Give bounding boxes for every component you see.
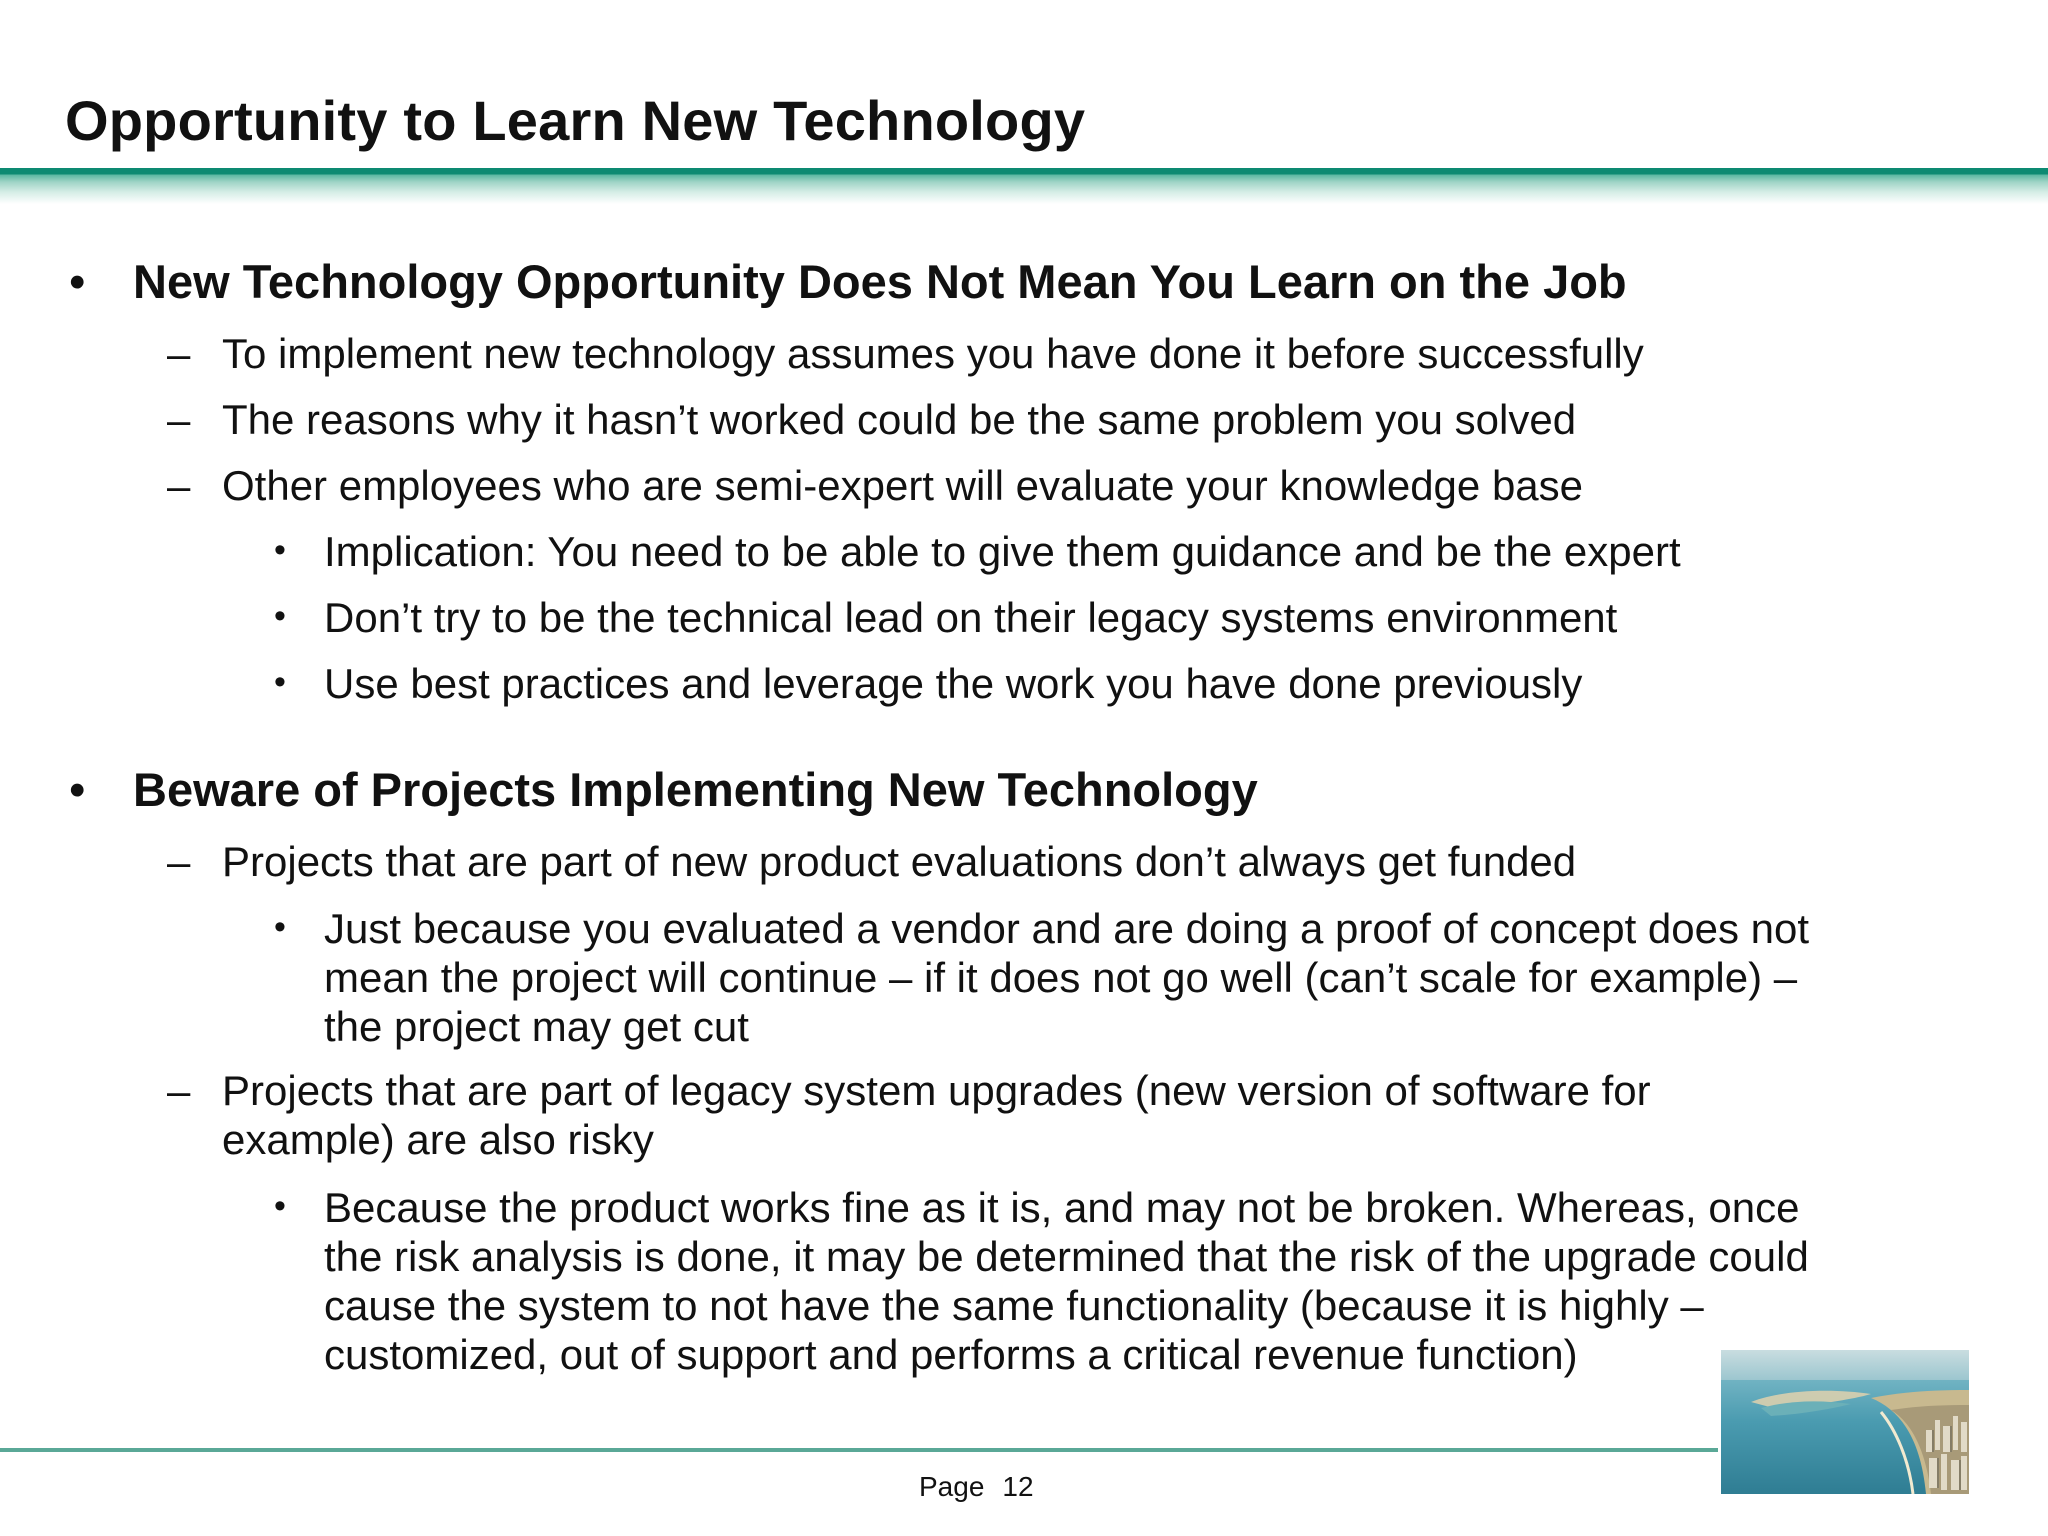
bullet-icon: •: [274, 597, 286, 635]
footer-divider: [0, 1448, 1718, 1452]
list-item-text: Projects that are part of new product evaluations don’t always get funded: [222, 838, 1577, 885]
section-heading-text: New Technology Opportunity Does Not Mean You Learn on the Job: [133, 255, 1627, 308]
dash-icon: –: [167, 838, 191, 885]
page-number-label: [919, 1471, 1034, 1503]
page-label-text: Page: [919, 1471, 985, 1502]
coastline-city-photo: [1721, 1350, 1969, 1494]
list-item: [167, 461, 1584, 510]
sub-list-item-text: Use best practices and leverage the work you have done previously: [324, 660, 1583, 707]
list-item: [167, 837, 1577, 886]
bullet-icon: •: [274, 663, 286, 701]
section-heading-beware-of-projects: [69, 762, 1258, 817]
sub-list-item-line: customized, out of support and performs a critical revenue function): [324, 1331, 1578, 1378]
bullet-icon: •: [69, 763, 86, 816]
section-heading-text: Beware of Projects Implementing New Technology: [133, 763, 1258, 816]
list-item-text: To implement new technology assumes you have done it before successfully: [222, 330, 1644, 377]
sub-list-item-line: Just because you evaluated a vendor and are doing a proof of concept does not: [324, 905, 1810, 952]
sub-list-item: [274, 904, 1810, 1051]
sub-list-item-line: Because the product works fine as it is, and may not be broken. Whereas, once: [324, 1184, 1800, 1231]
slide-title: Opportunity to Learn New Technology: [65, 89, 1086, 152]
bullet-icon: •: [69, 255, 86, 308]
list-item: [167, 329, 1644, 378]
sub-list-item-line: the project may get cut: [324, 1003, 749, 1050]
dash-icon: –: [167, 396, 191, 443]
title-divider: [0, 168, 2048, 204]
sub-list-item-line: mean the project will continue – if it does not go well (can’t scale for example) –: [324, 954, 1798, 1001]
sub-list-item-line: cause the system to not have the same functionality (because it is highly –: [324, 1282, 1704, 1329]
sub-list-item-text: Implication: You need to be able to give them guidance and be the expert: [324, 528, 1681, 575]
list-item: [167, 1066, 1651, 1164]
sub-list-item: [274, 593, 1618, 642]
list-item-line: example) are also risky: [222, 1116, 654, 1163]
list-item-text: Other employees who are semi-expert will evaluate your knowledge base: [222, 462, 1584, 509]
bullet-icon: •: [274, 908, 286, 946]
list-item-text: The reasons why it hasn’t worked could be the same problem you solved: [222, 396, 1577, 443]
sub-list-item-text: Don’t try to be the technical lead on their legacy systems environment: [324, 594, 1618, 641]
dash-icon: –: [167, 462, 191, 509]
list-item: [167, 395, 1577, 444]
bullet-icon: •: [274, 531, 286, 569]
dash-icon: –: [167, 330, 191, 377]
section-heading-new-technology: [69, 254, 1627, 309]
dash-icon: –: [167, 1067, 191, 1114]
sub-list-item-line: the risk analysis is done, it may be determined that the risk of the upgrade could: [324, 1233, 1809, 1280]
sub-list-item: [274, 1183, 1809, 1379]
bullet-icon: •: [274, 1187, 286, 1225]
page-number: 12: [1002, 1471, 1034, 1502]
sub-list-item: [274, 527, 1681, 576]
sub-list-item: [274, 659, 1583, 708]
list-item-line: Projects that are part of legacy system upgrades (new version of software for: [222, 1067, 1651, 1114]
